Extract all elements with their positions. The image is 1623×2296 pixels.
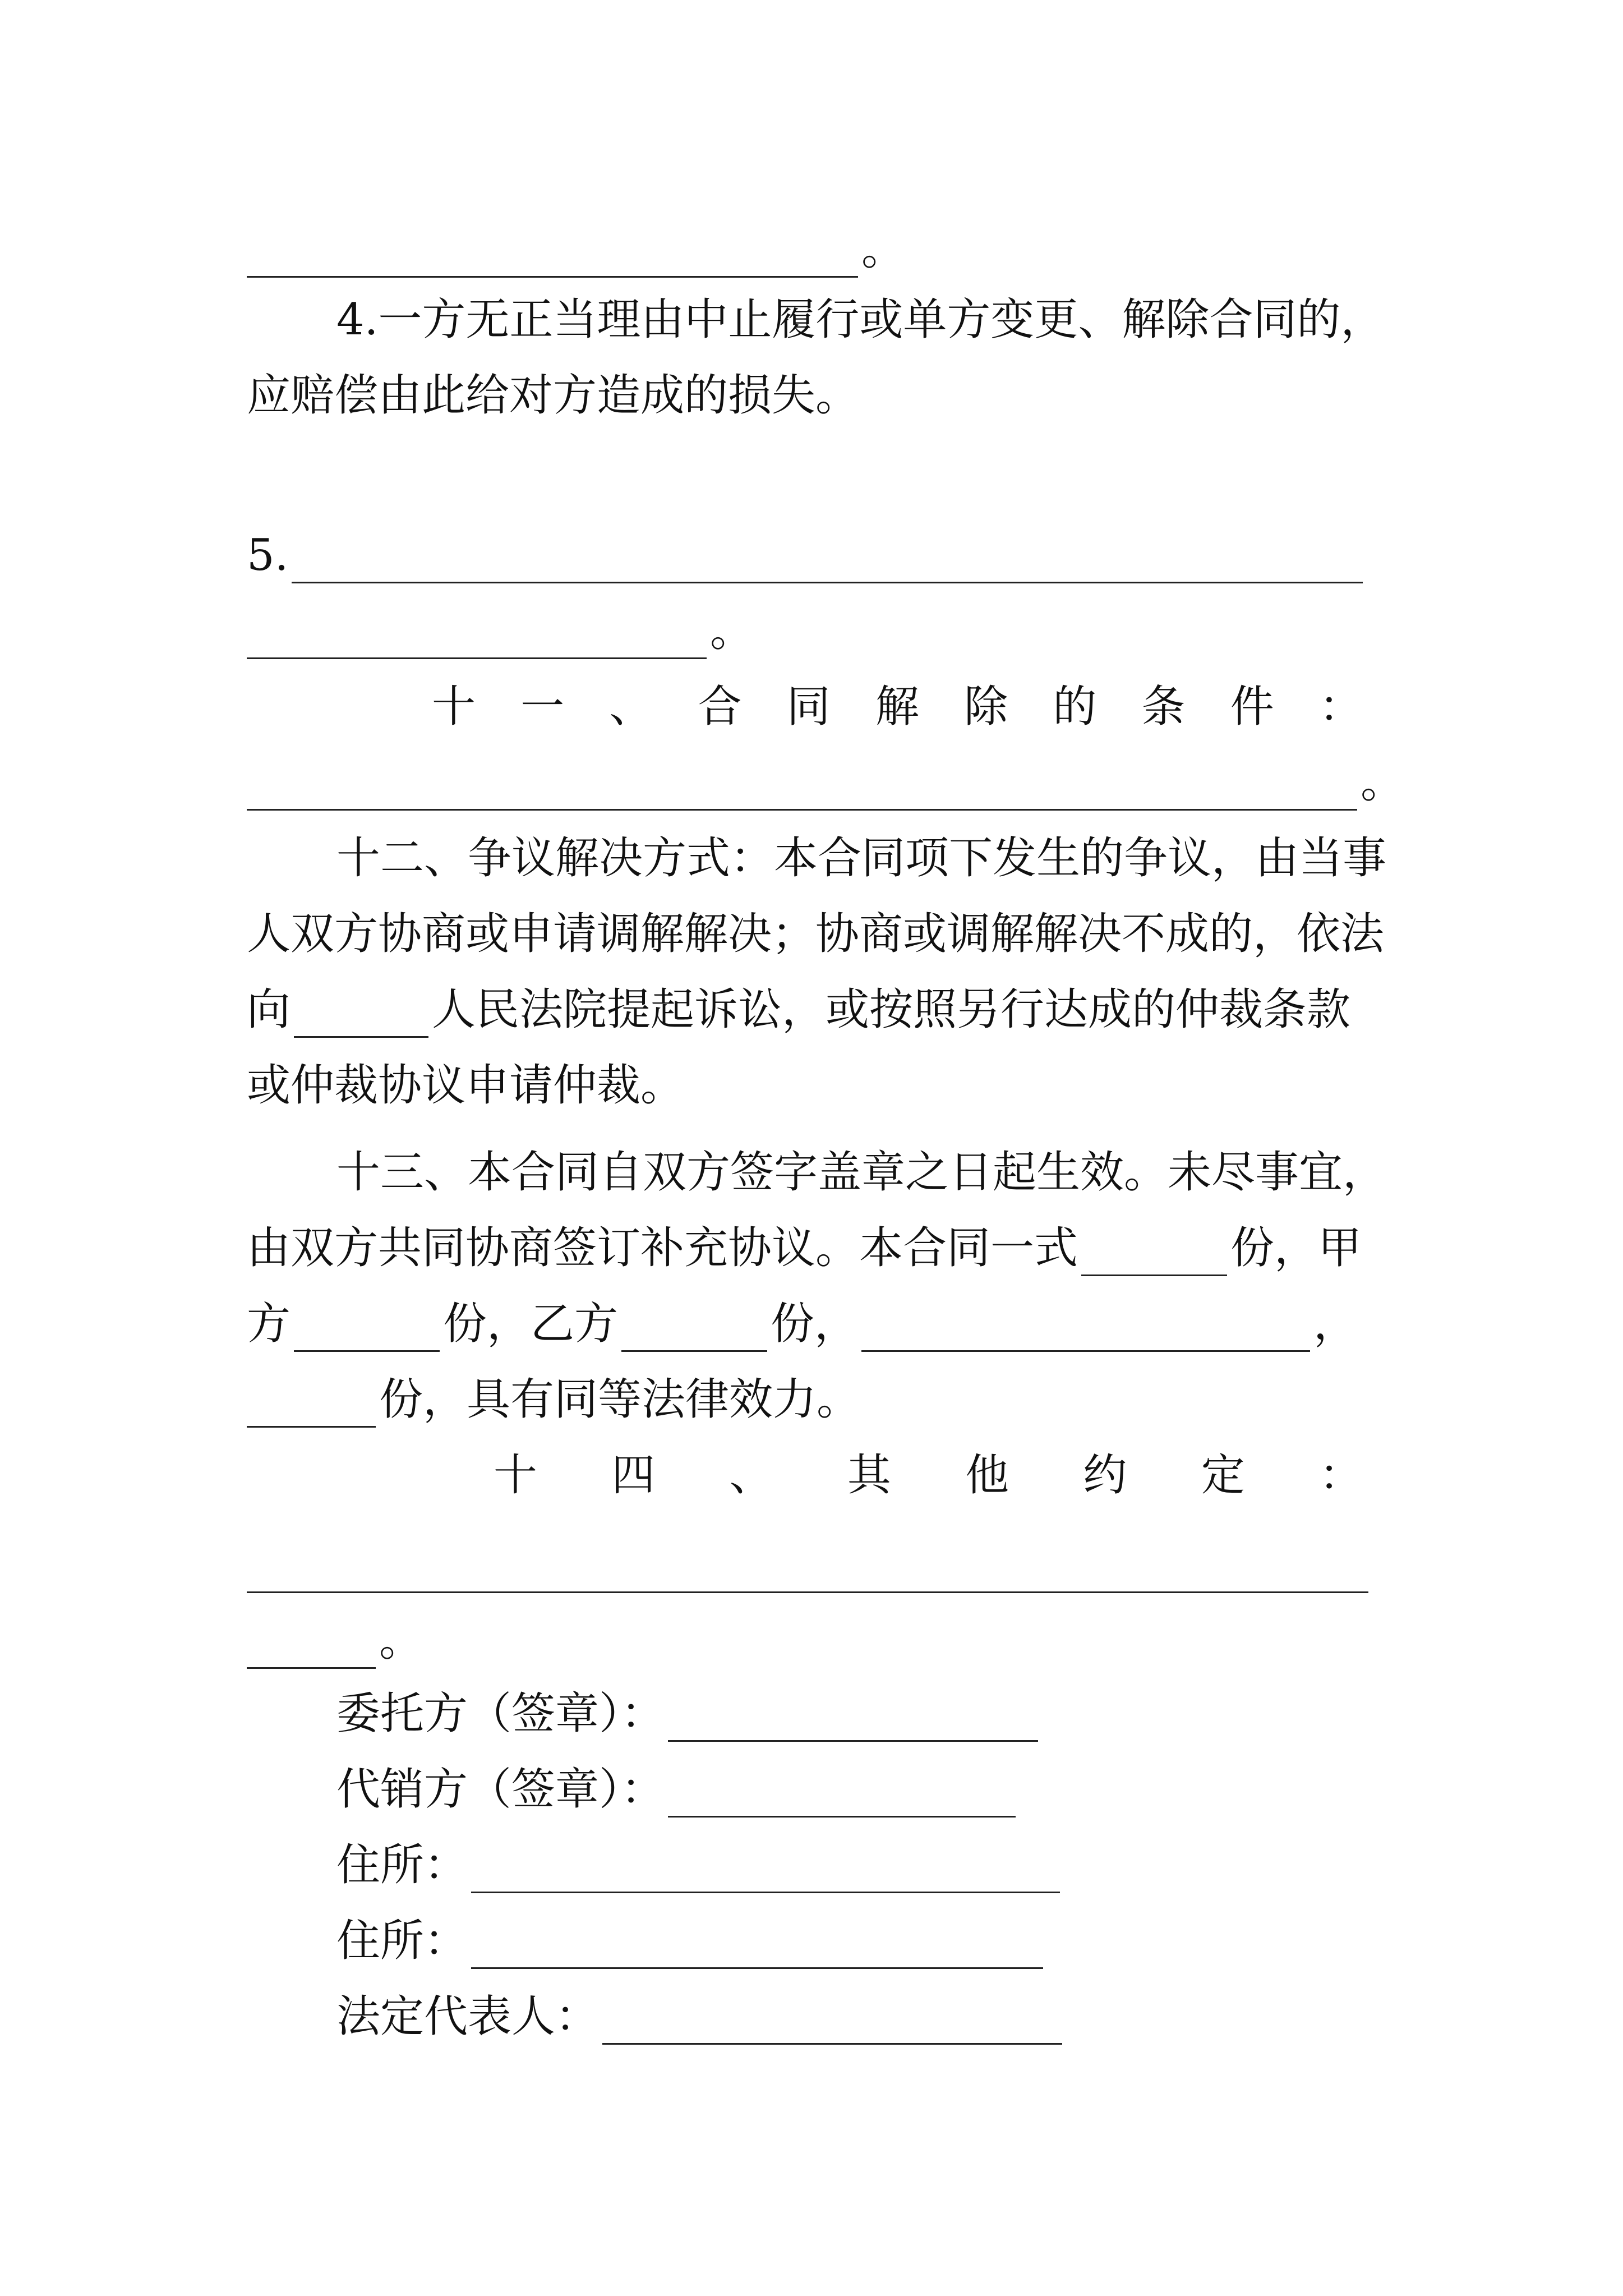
heading-char: 一	[520, 682, 565, 732]
fill-blank	[1081, 1235, 1227, 1276]
agent-signature	[336, 1761, 1019, 1818]
heading-char: 定	[1201, 1450, 1245, 1501]
heading-char: 约	[1083, 1450, 1127, 1501]
clause-14-heading	[494, 1447, 1363, 1503]
period: 。	[1361, 757, 1405, 808]
clause-11-heading	[432, 679, 1363, 735]
text: 份，甲	[1230, 1223, 1362, 1273]
heading-char: 条	[1141, 682, 1186, 732]
clause-4-line-2: 应赔偿由此给对方造成的损失。	[247, 370, 860, 421]
clause-14-line-3	[247, 1613, 423, 1669]
clause-13-line-4	[247, 1372, 860, 1428]
principal-signature	[336, 1686, 1041, 1742]
text: 份，	[771, 1299, 859, 1349]
fill-blank	[292, 542, 1363, 583]
signature-blank[interactable]	[668, 1701, 1038, 1742]
clause-13-line-1: 十三、本合同自双方签字盖章之日起生效。未尽事宜，	[336, 1147, 1387, 1198]
heading-char: 四	[611, 1450, 656, 1501]
clause-11-line-2	[247, 754, 1404, 811]
heading-char: 、	[729, 1450, 773, 1501]
fill-blank	[247, 618, 707, 659]
heading-char: 十	[494, 1450, 538, 1501]
fill-blank	[294, 997, 428, 1038]
legal-representative	[336, 1989, 1066, 2045]
fill-blank	[247, 1552, 1368, 1593]
text: 份，乙方	[443, 1299, 619, 1349]
heading-char: 他	[965, 1450, 1009, 1501]
clause-5-label: 5.	[247, 530, 289, 581]
heading-char: 十	[432, 682, 476, 732]
legal-rep-blank[interactable]	[602, 2004, 1062, 2045]
clause-12-line-4: 或仲裁协议申请仲裁。	[247, 1060, 685, 1111]
clause-12-line-2: 人双方协商或申请调解解决；协商或调解解决不成的，依法	[247, 909, 1385, 959]
signature-blank[interactable]	[668, 1777, 1016, 1818]
text: ，	[1313, 1299, 1358, 1349]
heading-char: 合	[698, 682, 742, 732]
heading-char: 件	[1230, 682, 1274, 732]
fill-blank	[247, 770, 1357, 811]
legal-rep-label: 法定代表人：	[336, 1991, 600, 2042]
period: 。	[379, 1616, 423, 1666]
fill-blank	[247, 1628, 376, 1669]
signature-label: 委托方（签章）：	[336, 1688, 665, 1739]
text: 份，具有同等法律效力。	[379, 1374, 861, 1425]
address-label: 住所：	[336, 1916, 468, 1966]
heading-char: 除	[964, 682, 1008, 732]
period: 。	[861, 224, 906, 275]
heading-char: ：	[1318, 1450, 1363, 1501]
fill-blank	[621, 1311, 767, 1352]
period: 。	[710, 606, 754, 656]
address-1	[336, 1837, 1063, 1893]
heading-char: 、	[609, 682, 653, 732]
fill-blank	[247, 237, 858, 278]
clause-5-line-1	[247, 527, 1366, 583]
heading-char: 的	[1053, 682, 1097, 732]
text: 人民法院提起诉讼，或按照另行达成的仲裁条款	[432, 984, 1351, 1035]
heading-char: 同	[786, 682, 831, 732]
fill-blank	[247, 1387, 376, 1428]
address-blank[interactable]	[471, 1852, 1060, 1893]
clause-5-line-2	[247, 603, 754, 659]
address-blank[interactable]	[471, 1928, 1043, 1969]
text: 向	[247, 984, 291, 1035]
clause-4-line-1: 4.一方无正当理由中止履行或单方变更、解除合同的，	[336, 295, 1385, 345]
heading-char: ：	[1318, 682, 1363, 732]
clause-12-line-1: 十二、争议解决方式：本合同项下发生的争议，由当事	[336, 833, 1387, 884]
fill-blank	[861, 1311, 1310, 1352]
clause-14-line-2	[247, 1537, 1372, 1593]
clause-12-line-3	[247, 982, 1350, 1038]
signature-label: 代销方（签章）：	[336, 1764, 665, 1815]
clause-13-line-3	[247, 1296, 1357, 1352]
address-2	[336, 1913, 1046, 1969]
address-label: 住所：	[336, 1840, 468, 1890]
fill-blank	[294, 1311, 440, 1352]
heading-char: 其	[847, 1450, 891, 1501]
heading-char: 解	[875, 682, 919, 732]
continuation-line	[247, 222, 905, 278]
text: 由双方共同协商签订补充协议。本合同一式	[247, 1223, 1078, 1273]
text: 方	[247, 1299, 291, 1349]
clause-13-line-2	[247, 1220, 1362, 1276]
